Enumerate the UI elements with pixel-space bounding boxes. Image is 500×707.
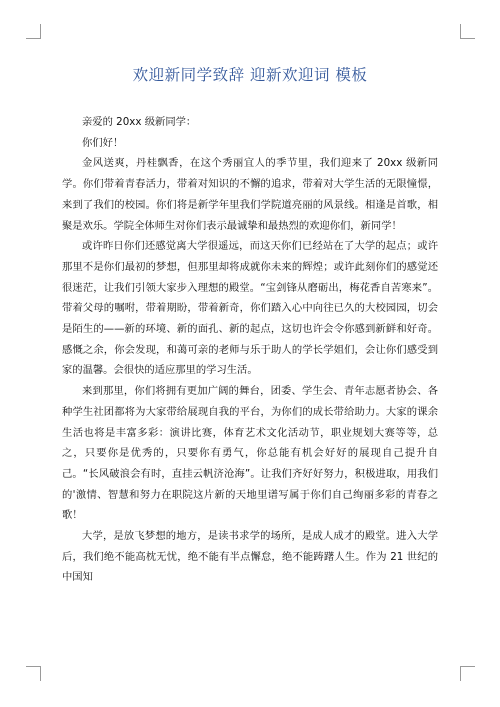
document-title: 欢迎新同学致辞 迎新欢迎词 模板 [132,66,368,84]
body-paragraph: 大学，是放飞梦想的地方，是读书求学的场所，是成人成才的殿堂。进入大学后，我们绝不能高枕无忧，绝不能有半点懈怠，绝不能踌躇人生。作为 21 世纪的中国知 [62,530,438,584]
page-corner-mark-bottom-left [26,666,41,681]
page-corner-mark-top-right [460,24,475,39]
greeting: 你们好！ [82,136,124,149]
body-paragraph: 或许昨日你们还感觉离大学很遥远，而这天你们已经站在了大学的起点；或许那里不是你们最初的梦想，但那里却将成就你未来的辉煌；或许此刻你们的感觉还很迷茫，让我们引领大家步入理想的殿堂。“宝剑锋从磨砺出，梅花香自苦寒来”。带着父母的嘱咐，带着期盼，带着新奇，你们踏入心中向往已久的大校园园，切会是陌生的——新的环境、新的面孔、新的起点，这切也许会令你感到新鲜和好奇。感慨之余，你会发现，和蔼可亲的老师与乐于助人的学长学姐们，会让你们感受到家的温馨。会很快的适应那里的学习生活。 [62,240,438,377]
page-corner-mark-top-left [26,24,41,39]
body-paragraph: 金风送爽，丹桂飘香，在这个秀丽宜人的季节里，我们迎来了 20xx 级新同学。你们带着青春活力，带着对知识的不懈的追求，带着对大学生活的无限憧憬，来到了我们的校园。你们将是新学年里我们学院道亮丽的风景线。相逢是首歌，相聚是欢乐。学院全体师生对你们表示最诚挚和最热烈的欢迎你们，新同学！ [62,157,438,232]
document-body [62,112,438,588]
page-corner-mark-bottom-right [460,666,475,681]
salutation: 亲爱的 20xx 级新同学： [82,116,197,128]
body-paragraph: 来到那里，你们将拥有更加广阔的舞台，团委、学生会、青年志愿者协会、各种学生社团都将为大家带给展现自我的平台，为你们的成长带给助力。大家的课余生活也将是丰富多彩：演讲比赛，体育艺术文化活动节，职业规划大赛等等，总之，只要你是优秀的，只要你有勇气，你总能有机会好好的展现自己提升自己。“长风破浪会有时，直挂云帆济沧海”。让我们齐好好努力，积极进取，用我们的'激情、智慧和努力在职院这片新的天地里谱写属于你们自己绚丽多彩的青春之歌！ [62,385,438,522]
